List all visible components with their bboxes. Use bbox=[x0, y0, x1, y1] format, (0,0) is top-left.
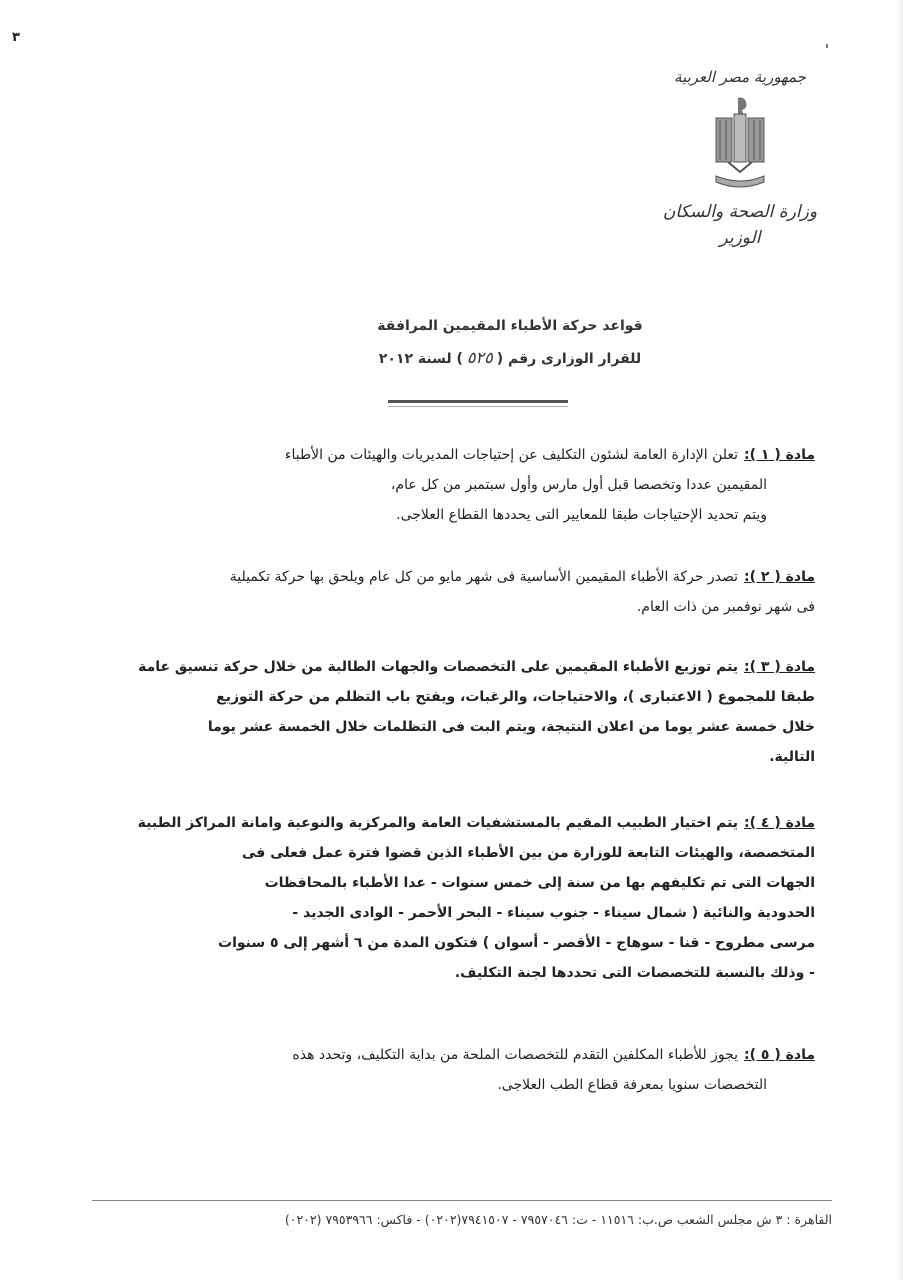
article-text: التخصصات سنويا بمعرفة قطاع الطب العلاجى. bbox=[497, 1077, 767, 1093]
letterhead-office: الوزير bbox=[719, 228, 761, 248]
article-text: تصدر حركة الأطباء المقيمين الأساسية فى شهر مايو من كل عام ويلحق بها حركة تكميلية bbox=[229, 569, 739, 585]
title-underline bbox=[388, 400, 568, 403]
article-label: مادة ( ٣ ): bbox=[744, 659, 815, 675]
article-text: التالية. bbox=[769, 749, 815, 765]
page-number: ٣ bbox=[12, 30, 20, 45]
article-label: مادة ( ٤ ): bbox=[744, 815, 815, 831]
article-text: فى شهر نوفمبر من ذات العام. bbox=[636, 599, 815, 615]
article-3 bbox=[125, 652, 815, 772]
article-text: يتم اختيار الطبيب المقيم بالمستشفيات العامة والمركزية والنوعية وامانة المراكز الطبية bbox=[137, 815, 739, 831]
document-title bbox=[340, 318, 680, 367]
article-text: الجهات التى تم تكليفهم بها من سنة إلى خمس سنوات - عدا الأطباء بالمحافظات bbox=[264, 875, 815, 891]
article-text: يجوز للأطباء المكلفين التقدم للتخصصات الملحة من بداية التكليف، وتحدد هذه bbox=[292, 1047, 739, 1063]
article-label: مادة ( ٥ ): bbox=[744, 1047, 815, 1063]
article-text: - وذلك بالنسبة للتخصصات التى تحددها لجنة التكليف. bbox=[454, 965, 815, 981]
letterhead-country: جمهورية مصر العربية bbox=[674, 68, 806, 86]
scan-edge-shadow bbox=[897, 0, 903, 1280]
article-5 bbox=[125, 1040, 815, 1100]
title-underline-thin bbox=[388, 406, 568, 407]
article-text: يتم توزيع الأطباء المقيمين على التخصصات والجهات الطالبة من خلال حركة تنسيق عامة bbox=[138, 659, 739, 675]
footer-address: القاهرة : ٣ ش مجلس الشعب ص.ب: ١١٥١٦ - ت: ٧٩٥٧٠٤٦ - ٧٩٤١٥٠٧(٠٢٠٢) - فاكس: ٧٩٥٣٩٦٦ (٠٢٠٢) bbox=[284, 1212, 832, 1227]
article-text: ويتم تحديد الإحتياجات طبقا للمعايير التى يحددها القطاع العلاجى. bbox=[396, 507, 767, 523]
article-1 bbox=[125, 440, 815, 530]
letterhead bbox=[660, 68, 820, 248]
eagle-emblem-icon bbox=[708, 94, 772, 190]
title-prefix: للقرار الوزارى رقم ( bbox=[496, 351, 642, 367]
title-line-1: قواعد حركة الأطباء المقيمين المرافقة bbox=[377, 318, 643, 334]
title-line-2 bbox=[340, 348, 680, 367]
decision-number: ٥٢٥ bbox=[466, 348, 493, 367]
article-2 bbox=[125, 562, 815, 622]
article-label: مادة ( ٢ ): bbox=[744, 569, 815, 585]
article-text: مرسى مطروح - قنا - سوهاج - الأقصر - أسوان ) فتكون المدة من ٦ أشهر إلى ٥ سنوات bbox=[218, 935, 815, 951]
article-text: الحدودية والنائية ( شمال سيناء - جنوب سيناء - البحر الأحمر - الوادى الجديد - bbox=[292, 905, 815, 921]
letterhead-ministry: وزارة الصحة والسكان bbox=[662, 202, 818, 222]
footer-divider bbox=[92, 1200, 832, 1201]
article-4 bbox=[125, 808, 815, 988]
article-text: المتخصصة، والهيئات التابعة للوزارة من بين الأطباء الذين قضوا فترة عمل فعلى فى bbox=[242, 845, 815, 861]
scan-speck bbox=[826, 44, 828, 48]
article-text: طبقا للمجموع ( الاعتبارى )، والاحتياجات، والرغبات، ويفتح باب التظلم من حركة التوزيع bbox=[216, 689, 815, 705]
article-text: تعلن الإدارة العامة لشئون التكليف عن إحتياجات المديريات والهيئات من الأطباء bbox=[284, 447, 739, 463]
article-label: مادة ( ١ ): bbox=[744, 447, 815, 463]
article-text: خلال خمسة عشر يوما من اعلان النتيجة، ويتم البت فى التظلمات خلال الخمسة عشر يوما bbox=[207, 719, 815, 735]
article-text: المقيمين عددا وتخصصا قبل أول مارس وأول سبتمبر من كل عام، bbox=[390, 477, 767, 493]
title-suffix: ) لسنة ٢٠١٢ bbox=[378, 351, 463, 367]
